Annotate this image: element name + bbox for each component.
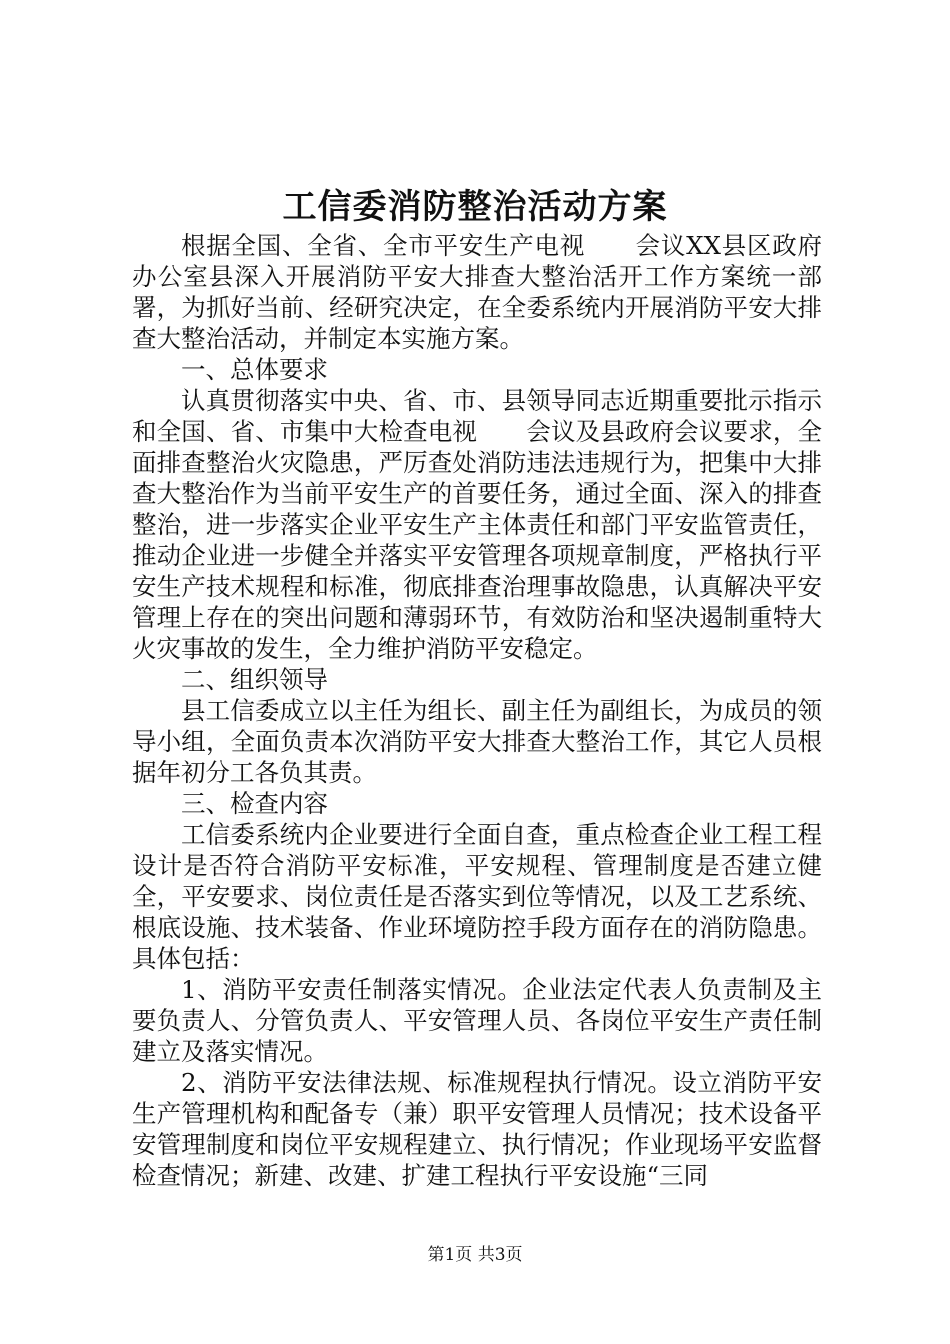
document-body: [132, 230, 822, 1191]
section-heading-2: 二、组织领导: [181, 665, 328, 694]
page-number: 第1页 共3页: [427, 1245, 523, 1265]
list-item-2: 2、消防平安法律法规、标准规程执行情况。设立消防平安生产管理机构和配备专（兼）职平安管理人员情况；技术设备平安管理制度和岗位平安规程建立、执行情况；作业现场平安监督检查情况；新建、改建、扩建工程执行平安设施“三同: [132, 1068, 822, 1190]
document-title: 工信委消防整治活动方案: [282, 187, 668, 227]
paragraph-section-2: 县工信委成立以主任为组长、副主任为副组长，为成员的领导小组，全面负责本次消防平安大排查大整治工作，其它人员根据年初分工各负其责。: [132, 696, 822, 787]
paragraph-section-3: 工信委系统内企业要进行全面自查，重点检查企业工程工程设计是否符合消防平安标准，平安规程、管理制度是否建立健全，平安要求、岗位责任是否落实到位等情况，以及工艺系统、根底设施、技术装备、作业环境防控手段方面存在的消防隐患。具体包括：: [132, 820, 822, 973]
section-heading-3: 三、检查内容: [181, 789, 328, 818]
paragraph-intro: 根据全国、全省、全市平安生产电视 会议XX县区政府办公室县深入开展消防平安大排查大整治活开工作方案统一部署，为抓好当前、经研究决定，在全委系统内开展消防平安大排查大整治活动，并制定本实施方案。: [132, 231, 822, 353]
paragraph-section-1: 认真贯彻落实中央、省、市、县领导同志近期重要批示指示和全国、省、市集中大检查电视 会议及县政府会议要求，全面排查整治火灾隐患，严厉查处消防违法违规行为，把集中大排查大整治作为当前平安生产的首要任务，通过全面、深入的排查整治，进一步落实企业平安生产主体责任和部门平安监管责任，推动企业进一步健全并落实平安管理各项规章制度，严格执行平安生产技术规程和标准，彻底排查治理事故隐患，认真解决平安管理上存在的突出问题和薄弱环节，有效防治和坚决遏制重特大火灾事故的发生，全力维护消防平安稳定。: [132, 386, 822, 663]
list-item-1: 1、消防平安责任制落实情况。企业法定代表人负责制及主要负责人、分管负责人、平安管理人员、各岗位平安生产责任制建立及落实情况。: [132, 975, 822, 1066]
section-heading-1: 一、总体要求: [181, 355, 328, 384]
